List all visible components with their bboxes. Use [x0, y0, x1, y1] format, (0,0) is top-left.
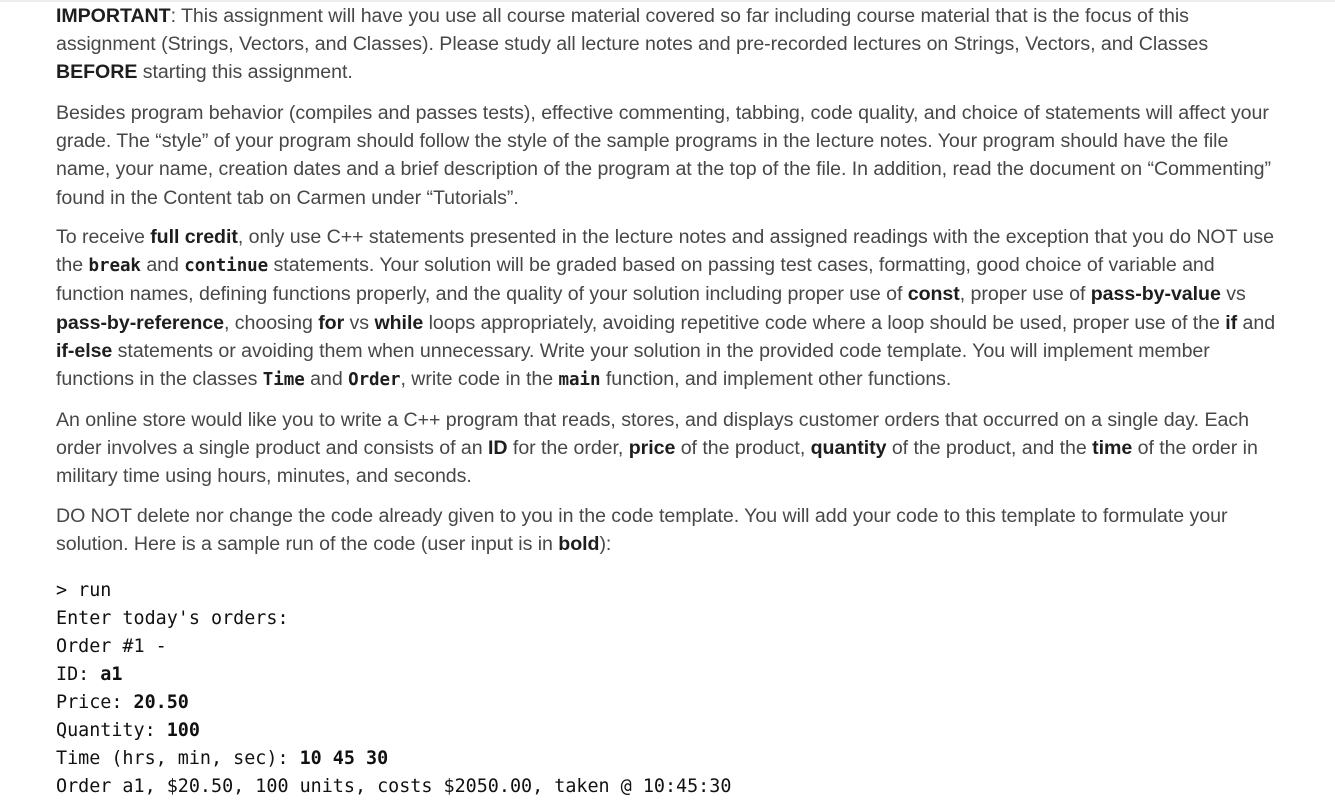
terminal-line: Quantity: 100	[56, 720, 200, 741]
terminal-line: Price: 20.50	[56, 692, 189, 713]
main-function-name: main	[558, 370, 601, 391]
template-instructions-paragraph: DO NOT delete nor change the code already given to you in the code template. You will add your code to this template to formulate your solution. Here is a sample run of the code (user input is in bold):	[56, 505, 1228, 556]
full-credit-paragraph: To receive full credit, only use C++ statements presented in the lecture notes and assigned readings with the exception that you do NOT use the break and continue statements. Your solution will be graded based on passing test cases, formatting, good choice of variable and function names, defining functions properly, and the quality of your solution including proper use of const, proper use of pass-by-value vs pass-by-reference, choosing for vs while loops appropriately, avoiding repetitive code where a loop should be used, proper use of the if and if-else statements or avoiding them when unnecessary. Write your solution in the provided code template. You will implement member functions in the classes Time and Order, write code in the main function, and implement other functions.	[56, 226, 1276, 391]
time-class-name: Time	[262, 370, 305, 391]
terminal-line: Time (hrs, min, sec): 10 45 30	[56, 748, 389, 769]
order-class-name: Order	[348, 370, 401, 391]
problem-description-paragraph: An online store would like you to write a C++ program that reads, stores, and displays customer orders that occurred on a single day. Each order involves a single product and consists of an ID for the order, price of the product, quantity of the product, and the time of the order in military time using hours, minutes, and seconds.	[56, 409, 1258, 488]
important-label: IMPORTANT	[56, 5, 171, 27]
user-input: 100	[166, 720, 200, 741]
terminal-line: Order #1 -	[56, 636, 167, 657]
terminal-line: Order a1, $20.50, 100 units, costs $2050.00, taken @ 10:45:30	[56, 776, 732, 797]
terminal-line: Enter today's orders:	[56, 608, 289, 629]
break-keyword: break	[88, 256, 141, 277]
continue-keyword: continue	[184, 256, 269, 277]
grading-paragraph: Besides program behavior (compiles and passes tests), effective commenting, tabbing, code quality, and choice of statements will affect your grade. The “style” of your program should follow the style of the sample programs in the lecture notes. Your program should have the file name, your name, creation dates and a brief description of the program at the top of the file. In addition, read the document on “Commenting” found in the Content tab on Carmen under “Tutorials”.	[56, 102, 1271, 209]
terminal-line: ID: a1	[56, 664, 123, 685]
sample-run-terminal	[56, 577, 731, 801]
important-paragraph: IMPORTANT: This assignment will have you use all course material covered so far including course material that is the focus of this assignment (Strings, Vectors, and Classes). Please study all lecture notes and pre-recorded lectures on Strings, Vectors, and Classes BEFORE starting this assignment.	[56, 5, 1209, 84]
user-input: 10 45 30	[299, 748, 389, 769]
user-input: a1	[100, 664, 123, 685]
user-input: 20.50	[133, 692, 189, 713]
terminal-line: > run	[56, 580, 112, 601]
